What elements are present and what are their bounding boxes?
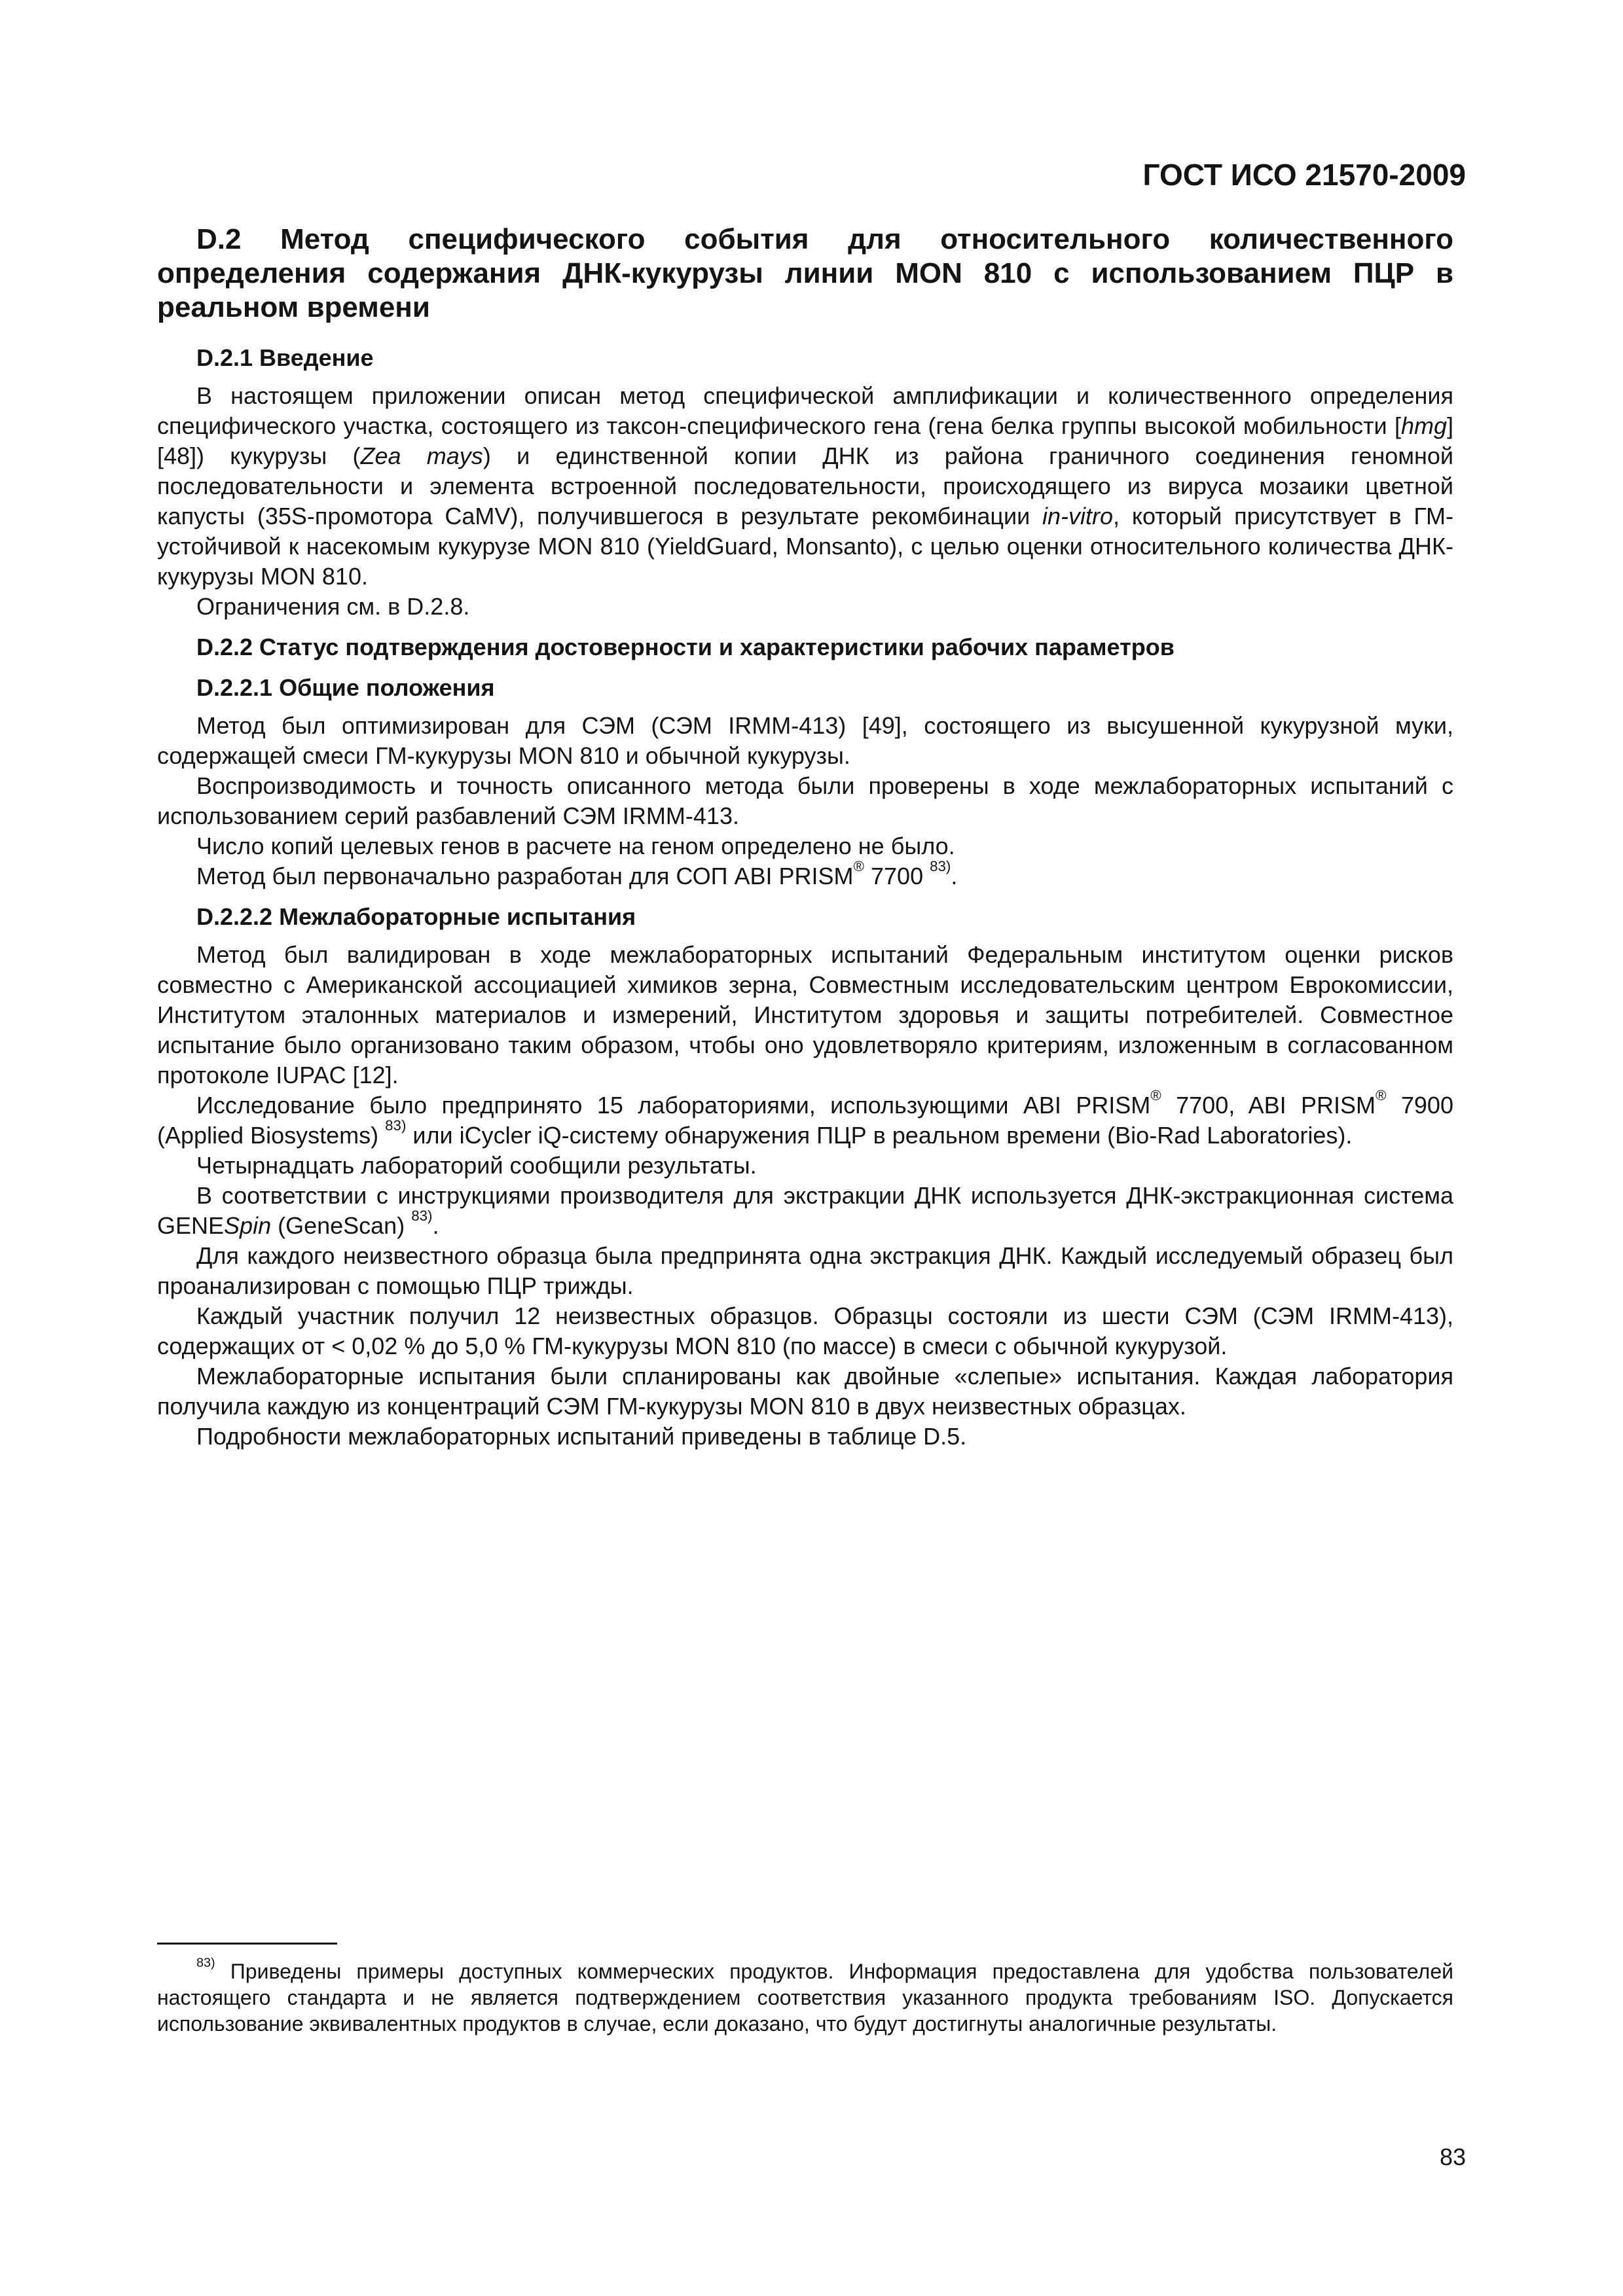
footnote-mark: 83) <box>196 1956 215 1971</box>
footnote-reference: 83) <box>411 1207 433 1224</box>
general-paragraph-2: Воспроизводимость и точность описанного метода были проверены в ходе межлабораторных испытаний с использованием серий разбавлений СЭМ IRMM-413. <box>157 772 1453 829</box>
heading-general-provisions: D.2.2.1 Общие положения <box>196 674 495 701</box>
footnote-text: Приведены примеры доступных коммерческих продуктов. Информация предоставлена для удобства пользователей настоящего стандарта и не является подтверждением соответствия указанного продукта требованиям ISO. Допускается использование эквивалентных продуктов в случае, если доказано, что будут достигнуты аналогичные результаты. <box>157 1960 1453 2036</box>
intro-paragraph-1: В настоящем приложении описан метод специфической амплификации и количественного определения специфического участка, состоящего из таксон-специфического гена (гена белка группы высокой мобильности [hmg] [48]) кукурузы (Zea mays) и единственной копии ДНК из района граничного соединения геномной последовательности и элемента встроенной последовательности, происходящего из вируса мозаики цветной капусты (35S-промотора CaMV), получившегося в результате рекомбинации in-vitro, который присутствует в ГМ-устойчивой к насекомым кукурузе MON 810 (YieldGuard, Monsanto), с целью оценки относительного количества ДНК-кукурузы MON 810. <box>157 382 1454 590</box>
interlab-paragraph-3: Четырнадцать лабораторий сообщили результаты. <box>196 1152 757 1179</box>
general-paragraph-4: Метод был первоначально разработан для СОП ABI PRISM® 7700 $^{83)}$. <box>196 857 958 889</box>
heading-interlab-trials: D.2.2.2 Межлабораторные испытания <box>196 903 636 930</box>
intro-paragraph-2: Ограничения см. в D.2.8. <box>196 593 470 620</box>
heading-introduction: D.2.1 Введение <box>196 344 374 371</box>
interlab-paragraph-8: Подробности межлабораторных испытаний приведены в таблице D.5. <box>196 1423 967 1450</box>
interlab-paragraph-1: Метод был валидирован в ходе межлабораторных испытаний Федеральным институтом оценки рисков совместно с Американской ассоциацией химиков зерна, Совместным исследовательским центром Еврокомиссии, Институтом эталонных материалов и измерений, Институтом здоровья и защиты потребителей. Совместное испытание было организовано таким образом, чтобы оно удовлетворяло критериям, изложенным в согласованном протоколе IUPAC [12]. <box>157 941 1453 1088</box>
interlab-paragraph-4: В соответствии с инструкциями производителя для экстракции ДНК используется ДНК-экстракционная система GENESpin (GeneScan) $^{83)}$. <box>157 1182 1453 1239</box>
footnote-reference: 83) <box>930 857 951 874</box>
registered-mark: ® <box>1376 1086 1387 1103</box>
interlab-paragraph-2: Исследование было предпринято 15 лабораториями, использующими ABI PRISM® 7700, ABI PRISM® 7900 (Applied Biosystems) $^{83)}$ или iCycler iQ-систему обнаружения ПЦР в реальном времени (Bio-Rad Laboratories). <box>157 1086 1453 1149</box>
general-paragraph-1: Метод был оптимизирован для СЭМ (СЭМ IRMM-413) [49], состоящего из высушенной кукурузной муки, содержащей смеси ГМ-кукурузы MON 810 и обычной кукурузы. <box>157 712 1453 769</box>
footnote <box>157 1958 1453 2037</box>
registered-mark: ® <box>853 857 864 874</box>
section-title <box>157 223 1453 325</box>
section-title-text: Метод специфического события для относительного количественного определения содержания ДНК-кукурузы линии MON 810 с использованием ПЦР в реальном времени <box>157 223 1453 323</box>
interlab-paragraph-7: Межлабораторные испытания были спланированы как двойные «слепые» испытания. Каждая лаборатория получила каждую из концентраций СЭМ ГМ-кукурузы MON 810 в двух неизвестных образцах. <box>157 1363 1453 1420</box>
footnote-reference: 83) <box>385 1117 407 1134</box>
page-number: 83 <box>1439 2144 1466 2170</box>
section-number: D.2 <box>196 223 242 255</box>
registered-mark: ® <box>1150 1086 1161 1103</box>
main-content <box>157 223 1453 1452</box>
footnote-divider <box>157 1943 337 1945</box>
interlab-paragraph-5: Для каждого неизвестного образца была предпринята одна экстракция ДНК. Каждый исследуемый образец был проанализирован с помощью ПЦР трижды. <box>157 1242 1453 1299</box>
general-paragraph-3: Число копий целевых генов в расчете на геном определено не было. <box>196 833 955 859</box>
interlab-paragraph-6: Каждый участник получил 12 неизвестных образцов. Образцы состояли из шести СЭМ (СЭМ IRMM-413), содержащих от < 0,02 % до 5,0 % ГМ-кукурузы MON 810 (по массе) в смеси с обычной кукурузой. <box>157 1302 1453 1359</box>
heading-validation-status: D.2.2 Статус подтверждения достоверности и характеристики рабочих параметров <box>196 634 1175 660</box>
standard-designation: ГОСТ ИСО 21570-2009 <box>1142 158 1466 192</box>
